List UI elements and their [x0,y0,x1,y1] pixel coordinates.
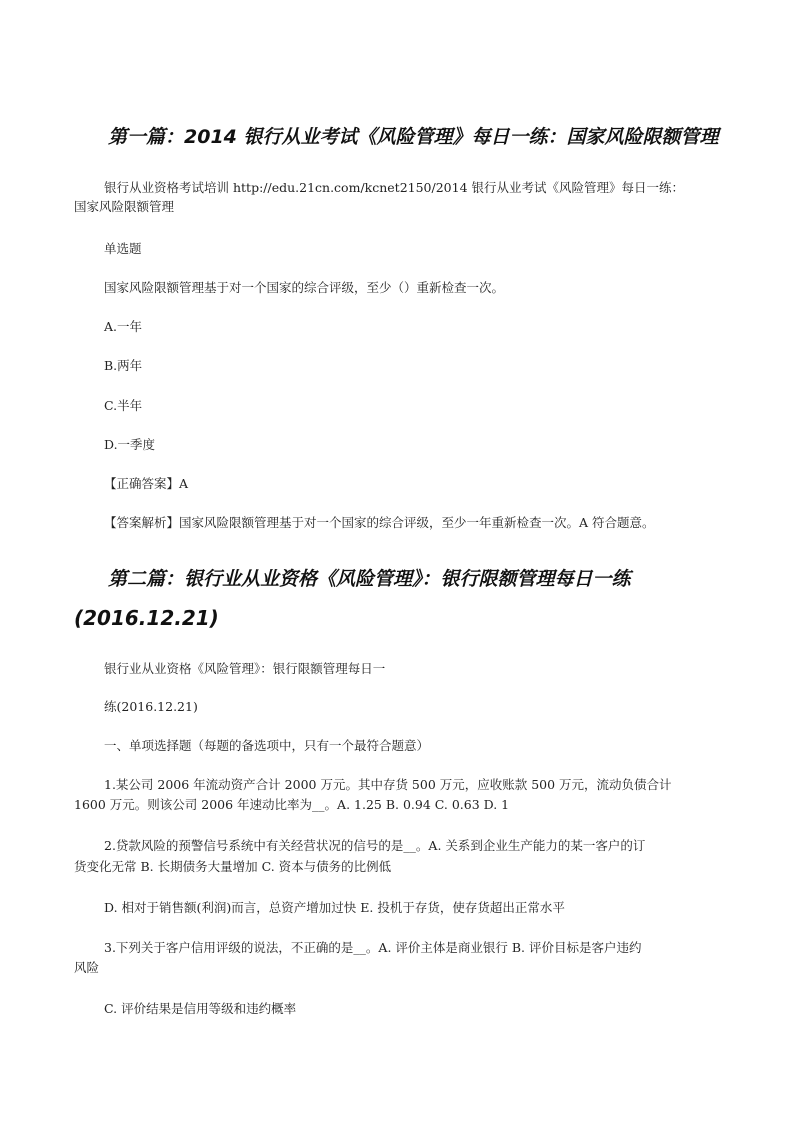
section1-intro-line2: 国家风险限额管理 [74,199,175,214]
q2-line2: 货变化无常 B. 长期债务大量增加 C. 资本与债务的比例低 [74,859,392,874]
answer-analysis: 【答案解析】国家风险限额管理基于对一个国家的综合评级，至少一年重新检查一次。A 符合题意。 [104,515,655,530]
correct-answer: 【正确答案】A [104,476,189,491]
q2-line3: D. 相对于销售额(利润)而言，总资产增加过快 E. 投机于存货，使存货超出正常水平 [104,900,565,915]
option-c: C.半年 [104,398,143,413]
section2-title-line2: (2016.12.21) [74,606,219,630]
question-type: 单选题 [104,241,142,256]
part-heading: 一、单项选择题（每题的备选项中，只有一个最符合题意） [104,738,430,753]
section2-title-line1: 第二篇：银行业从业资格《风险管理》：银行限额管理每日一练 [108,568,631,590]
section2-sub-line2: 练(2016.12.21) [104,699,198,714]
q2-line1: 2.贷款风险的预警信号系统中有关经营状况的信号的是__。A. 关系到企业生产能力的某一客户的订 [104,838,646,853]
section1-intro-line1: 银行从业资格考试培训 http://edu.21cn.com/kcnet2150/2014 银行从业考试《风险管理》每日一练： [104,180,685,195]
option-b: B.两年 [104,358,143,373]
q3-line3: C. 评价结果是信用等级和违约概率 [104,1001,297,1016]
q1-line1: 1.某公司 2006 年流动资产合计 2000 万元。其中存货 500 万元，应收账款 500 万元，流动负债合计 [104,777,672,792]
q3-line1: 3.下列关于客户信用评级的说法，不正确的是__。A. 评价主体是商业银行 B. 评价目标是客户违约 [104,940,642,955]
section1-title: 第一篇：2014 银行从业考试《风险管理》每日一练：国家风险限额管理 [108,126,719,148]
q3-line2: 风险 [74,960,100,975]
question-text: 国家风险限额管理基于对一个国家的综合评级，至少（）重新检查一次。 [104,280,505,295]
q1-line2: 1600 万元。则该公司 2006 年速动比率为__。A. 1.25 B. 0.94 C. 0.63 D. 1 [74,797,510,812]
section2-sub-line1: 银行业从业资格《风险管理》：银行限额管理每日一 [104,661,386,676]
option-a: A.一年 [104,319,143,334]
option-d: D.一季度 [104,437,156,452]
